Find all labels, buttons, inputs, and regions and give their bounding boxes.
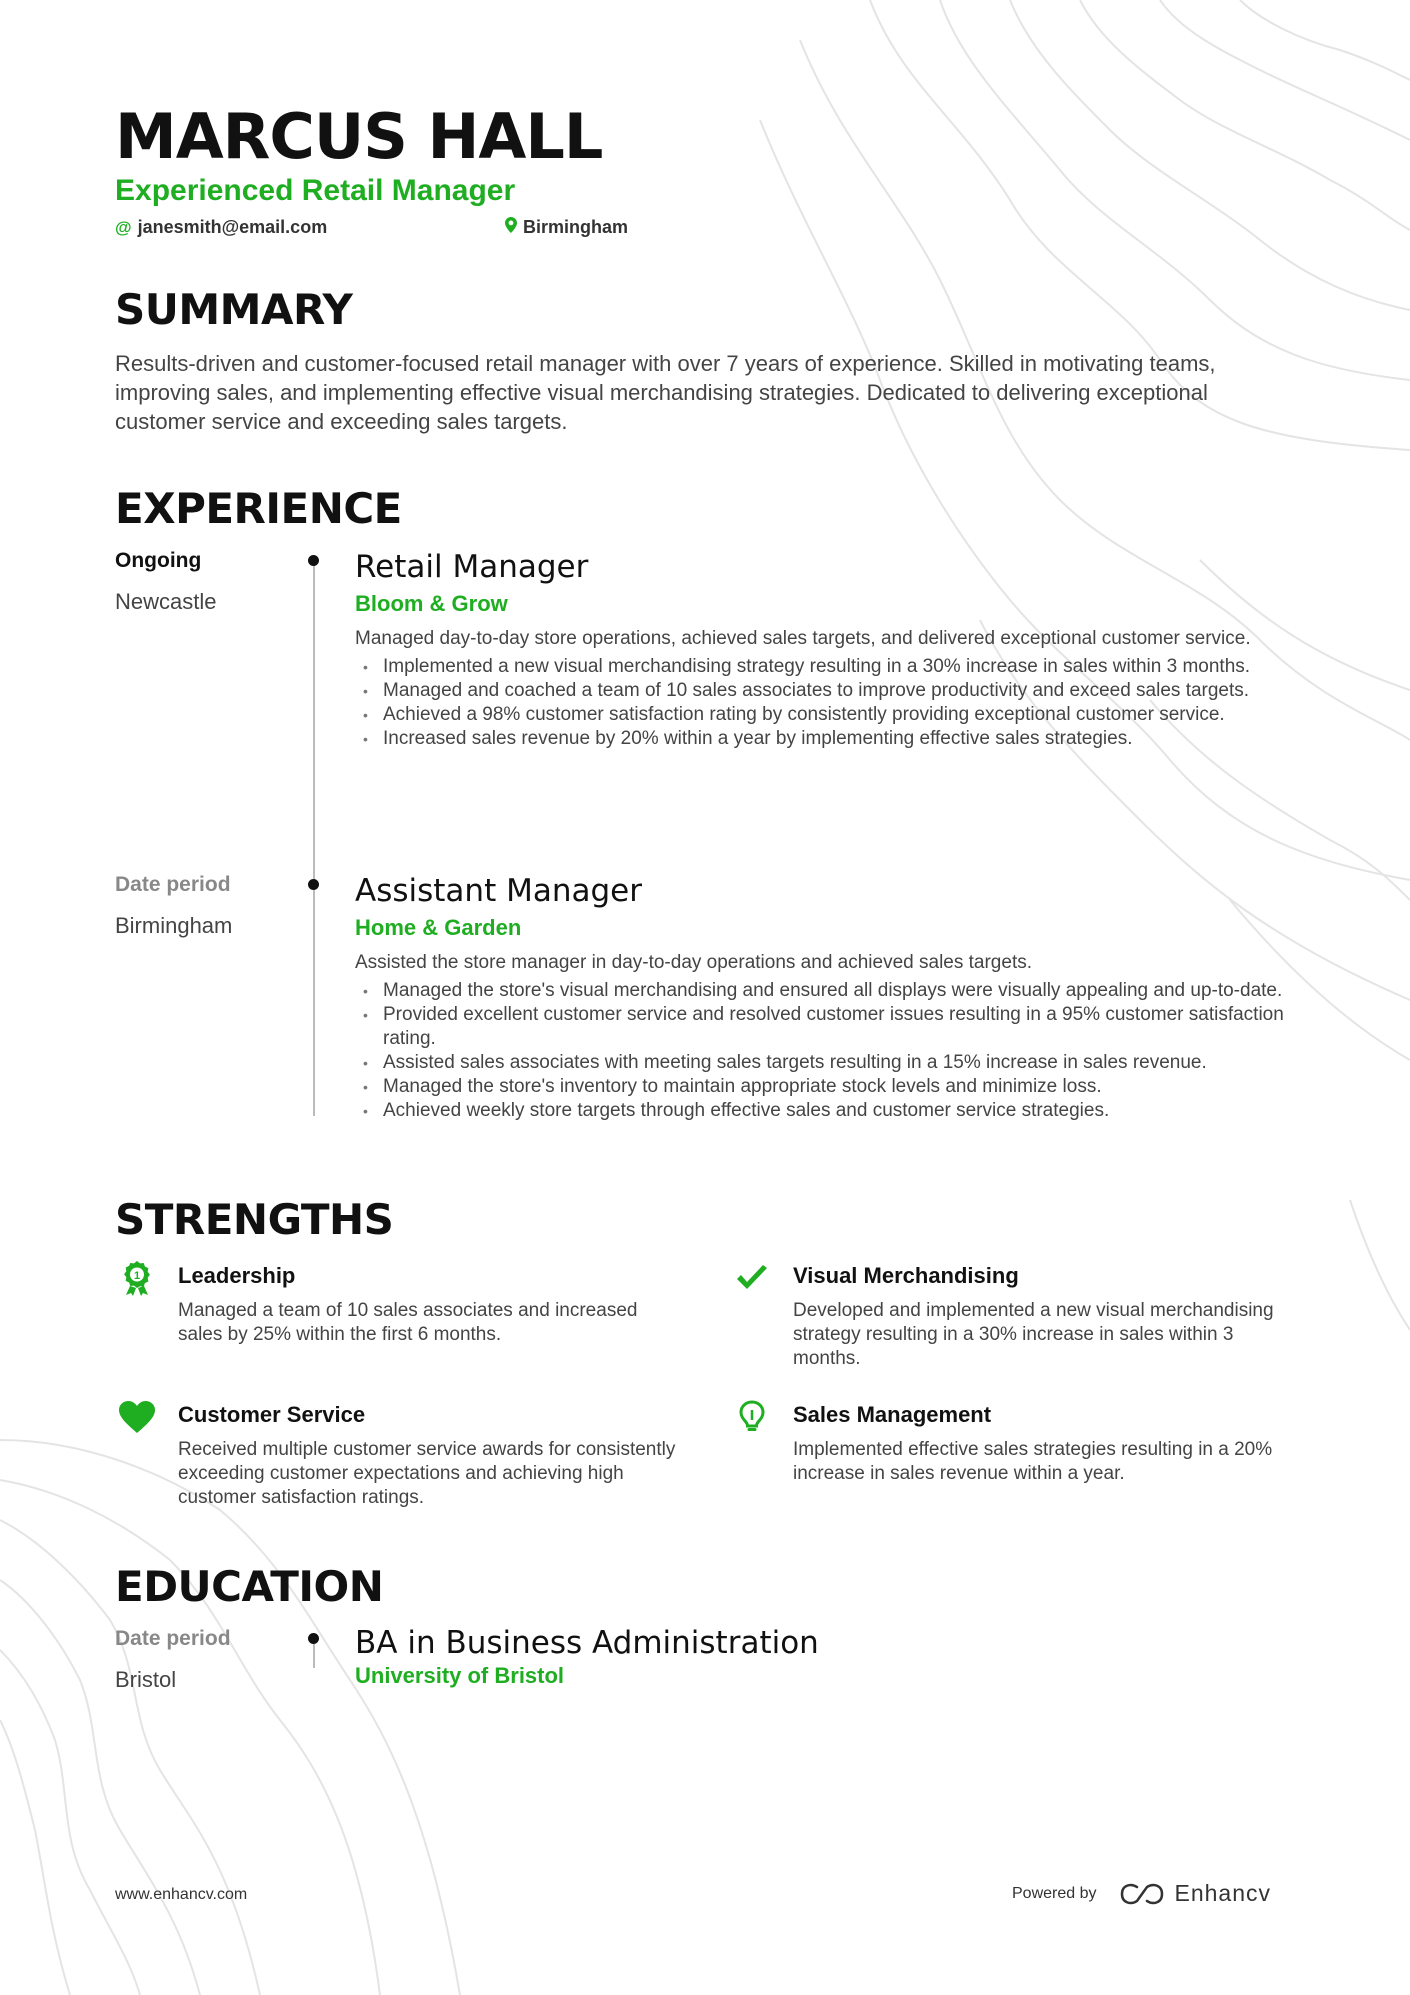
summary-heading: SUMMARY xyxy=(115,285,353,334)
education-period: Date period xyxy=(115,1627,231,1650)
award-ribbon-icon xyxy=(118,1259,156,1297)
experience-meta-1 xyxy=(115,549,216,615)
job-bullets xyxy=(355,979,1295,1123)
strength-description: Implemented effective sales strategies resulting in a 20% increase in sales revenue within a year. xyxy=(793,1439,1273,1484)
experience-location: Newcastle xyxy=(115,589,217,614)
map-pin-icon xyxy=(505,217,517,238)
footer-website[interactable]: www.enhancv.com xyxy=(115,1886,248,1903)
email-text: janesmith@email.com xyxy=(137,217,328,237)
job-company: Bloom & Grow xyxy=(355,591,508,616)
timeline-dot xyxy=(308,1633,319,1644)
strength-description: Received multiple customer service awards for consistently exceeding customer expectations and achieving high customer satisfaction ratings. xyxy=(178,1439,676,1508)
job-role: Retail Manager xyxy=(355,549,589,585)
candidate-title: Experienced Retail Manager xyxy=(115,174,516,207)
candidate-name: MARCUS HALL xyxy=(115,100,603,173)
education-school: University of Bristol xyxy=(355,1663,565,1688)
experience-entry-1 xyxy=(355,549,1295,751)
lightbulb-icon xyxy=(733,1398,771,1436)
strength-description: Developed and implemented a new visual merchandising strategy resulting in a 30% increase in sales within 3 months. xyxy=(793,1300,1274,1369)
experience-location: Birmingham xyxy=(115,913,233,938)
bullet-item: • Managed the store's inventory to maintain appropriate stock levels and minimize loss. xyxy=(355,1075,1295,1099)
job-bullets xyxy=(355,655,1295,751)
bullet-item: • Increased sales revenue by 20% within a year by implementing effective sales strategies. xyxy=(355,727,1295,751)
timeline-dot xyxy=(308,879,319,890)
heart-icon xyxy=(118,1398,156,1436)
enhancv-logo xyxy=(1119,1880,1272,1907)
experience-period: Ongoing xyxy=(115,549,202,572)
bullet-item: • Provided excellent customer service and resolved customer issues resulting in a 95% customer satisfaction rating. xyxy=(355,1003,1295,1051)
experience-period: Date period xyxy=(115,873,231,896)
bullet-item: • Managed the store's visual merchandising and ensured all displays were visually appealing and up-to-date. xyxy=(355,979,1295,1003)
footer-branding[interactable] xyxy=(1012,1880,1271,1907)
contact-location xyxy=(505,217,628,238)
svg-text:1: 1 xyxy=(133,1270,141,1282)
job-description: Assisted the store manager in day-to-day operations and achieved sales targets. xyxy=(355,952,1032,973)
brand-name: Enhancv xyxy=(1174,1880,1272,1906)
job-description: Managed day-to-day store operations, achieved sales targets, and delivered exceptional customer service. xyxy=(355,628,1251,649)
job-role: Assistant Manager xyxy=(355,873,642,909)
timeline-dot xyxy=(308,555,319,566)
strength-title: Leadership xyxy=(178,1263,296,1288)
experience-entry-2 xyxy=(355,873,1295,1123)
education-entry xyxy=(355,1625,1295,1689)
enhancv-logo-icon xyxy=(1119,1883,1165,1905)
experience-timeline xyxy=(313,560,315,1116)
at-icon: @ xyxy=(115,217,132,237)
bullet-item: • Achieved weekly store targets through effective sales and customer service strategies. xyxy=(355,1099,1295,1123)
education-meta xyxy=(115,1627,231,1693)
strengths-heading: STRENGTHS xyxy=(115,1195,394,1244)
experience-meta-2 xyxy=(115,873,232,939)
strength-title: Visual Merchandising xyxy=(793,1263,1019,1288)
bullet-item: • Implemented a new visual merchandising strategy resulting in a 30% increase in sales within 3 months. xyxy=(355,655,1295,679)
contact-email[interactable] xyxy=(115,217,327,238)
bullet-item: • Assisted sales associates with meeting sales targets resulting in a 15% increase in sales revenue. xyxy=(355,1051,1295,1075)
education-heading: EDUCATION xyxy=(115,1562,384,1611)
checkmark-icon xyxy=(733,1259,771,1297)
education-degree: BA in Business Administration xyxy=(355,1625,819,1661)
summary-text: Results-driven and customer-focused retail manager with over 7 years of experience. Skilled in motivating teams, improving sales, and implementing effective visual merchandising strategies. Dedicated to delivering exceptional customer service and exceeding sales targets. xyxy=(115,351,1216,434)
bullet-item: • Managed and coached a team of 10 sales associates to improve productivity and exceed sales targets. xyxy=(355,679,1295,703)
bullet-item: • Achieved a 98% customer satisfaction rating by consistently providing exceptional customer service. xyxy=(355,703,1295,727)
education-location: Bristol xyxy=(115,1667,177,1692)
job-company: Home & Garden xyxy=(355,915,522,940)
experience-heading: EXPERIENCE xyxy=(115,484,402,533)
strength-title: Customer Service xyxy=(178,1402,366,1427)
location-text: Birmingham xyxy=(523,217,629,237)
strength-description: Managed a team of 10 sales associates and increased sales by 25% within the first 6 months. xyxy=(178,1300,638,1345)
powered-by-text: Powered by xyxy=(1012,1884,1097,1902)
strength-title: Sales Management xyxy=(793,1402,992,1427)
